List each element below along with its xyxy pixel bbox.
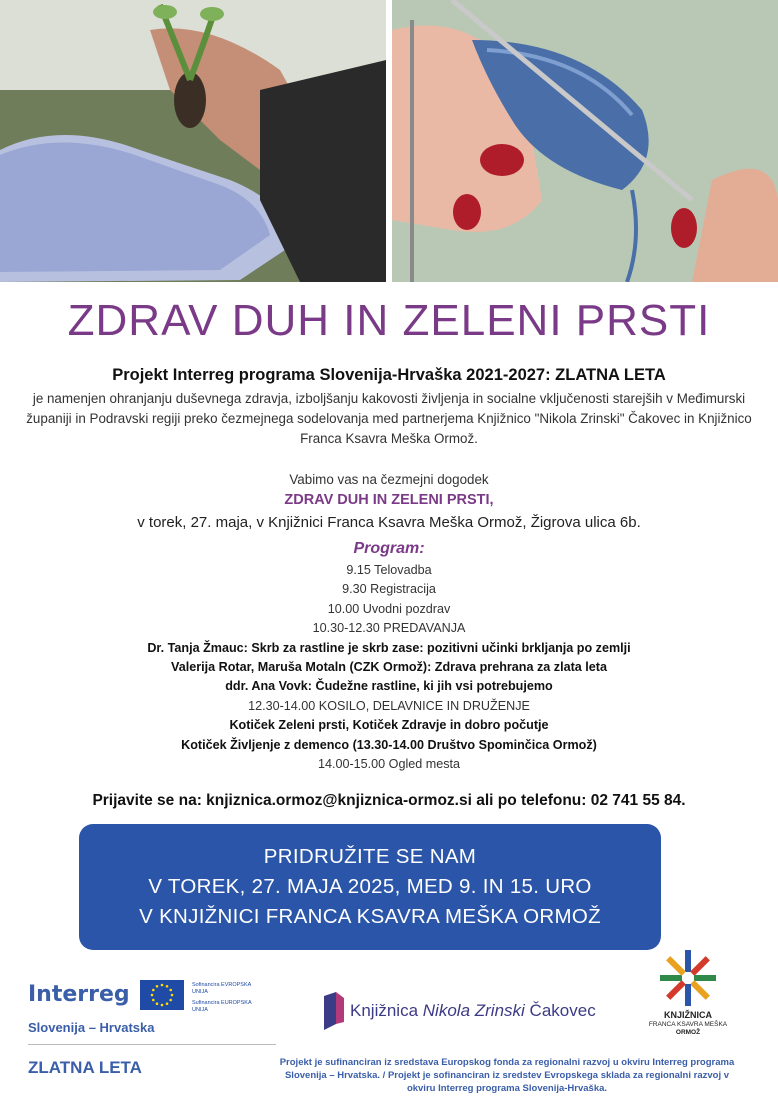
- invite-text: Vabimo vas na čezmejni dogodek: [289, 472, 489, 487]
- seedling-photo: [0, 0, 386, 282]
- program-heading: Program:: [353, 540, 425, 557]
- join-us-banner: [79, 824, 661, 950]
- knjiznica-cakovec-logo: [322, 992, 596, 1032]
- program-item: 10.00 Uvodni pozdrav: [327, 601, 451, 616]
- page-title: ZDRAV DUH IN ZELENI PRSTI: [67, 296, 711, 345]
- program-item: Dr. Tanja Žmauc: Skrb za rastline je skrb zase: pozitivni učinki brkljanja po zemlji: [147, 640, 631, 655]
- program-item: Kotiček Zeleni prsti, Kotiček Zdravje in dobro počutje: [229, 718, 549, 733]
- project-description: je namenjen ohranjanju duševnega zdravja, izboljšanju kakovosti življenja in socialne vključenosti starejših v Međimurski županiji in Podravski regiji preko čezmejnega sodelovanja med partnerjema Knjižnico "Nikola Zrinski" Čakovec in Knjižnico Franca Ksavra Meška Ormož.: [26, 391, 752, 446]
- program-item: 14.00-15.00 Ogled mesta: [317, 757, 461, 772]
- divider: [28, 1044, 276, 1045]
- program-item: 12.30-14.00 KOSILO, DELAVNICE IN DRUŽENJE: [248, 698, 530, 713]
- program-item: Valerija Rotar, Maruša Motaln (CZK Ormož): Zdrava prehrana za zlata leta: [170, 660, 607, 675]
- star-emblem-icon: [658, 948, 718, 1008]
- eu-text-hr: Sufinancira EUROPSKA UNIJA: [192, 1000, 252, 1013]
- project-line: Projekt Interreg programa Slovenija-Hrvaška 2021-2027: ZLATNA LETA: [112, 366, 666, 384]
- interreg-region: Slovenija – Hrvatska: [28, 1020, 155, 1035]
- kc-prefix: Knjižnica: [350, 1001, 419, 1020]
- kc-name: Nikola Zrinski: [422, 1001, 525, 1020]
- program-item: ddr. Ana Vovk: Čudežne rastline, ki jih vsi potrebujemo: [225, 679, 553, 694]
- program-item: 10.30-12.30 PREDAVANJA: [312, 621, 466, 636]
- interreg-wordmark: Interreg: [28, 982, 130, 1007]
- knitting-photo: [392, 0, 778, 282]
- ormoz-library-name: KNJIŽNICA: [663, 1010, 712, 1020]
- eu-text-sl: Sofinancira EVROPSKA UNIJA: [192, 982, 252, 995]
- banner-line-3: V KNJIŽNICI FRANCA KSAVRA MEŠKA ORMOŽ: [139, 905, 601, 928]
- book-icon: [322, 992, 346, 1032]
- program-list: [0, 561, 778, 774]
- banner-line-1: PRIDRUŽITE SE NAM: [263, 845, 477, 868]
- eu-flag-icon: [140, 980, 184, 1010]
- ormoz-sub-line2: ORMOŽ: [675, 1029, 701, 1036]
- knjiznica-ormoz-logo: [636, 948, 740, 1048]
- zlata-leta-label: ZLATNA LETA: [28, 1058, 142, 1077]
- eu-cofinancing-label: [192, 982, 262, 1014]
- ormoz-sub-line1: FRANCA KSAVRA MEŠKA: [648, 1021, 728, 1028]
- funding-note: Projekt je sufinanciran iz sredstava Europskog fonda za regionalni razvoj u okviru Interreg programa Slovenija – Hrvatska. / Projekt je sofinanciran iz sredstev Evropskega sklada za regionalni razvoj v okviru Interreg programa Slovenija-Hrvaška.: [279, 1057, 735, 1094]
- ormoz-library-sub: [636, 1021, 740, 1037]
- event-name: ZDRAV DUH IN ZELENI PRSTI,: [284, 492, 494, 508]
- program-item: 9.15 Telovadba: [346, 563, 432, 577]
- signup-contact[interactable]: Prijavite se na: knjiznica.ormoz@knjiznica-ormoz.si ali po telefonu: 02 741 55 84.: [92, 792, 686, 809]
- cakovec-library-name: [350, 1001, 596, 1021]
- header-photos: [0, 0, 778, 282]
- program-item: 9.30 Registracija: [342, 582, 436, 597]
- kc-city: Čakovec: [529, 1001, 596, 1020]
- program-item: Kotiček Življenje z demenco (13.30-14.00 Društvo Spominčica Ormož): [181, 737, 597, 752]
- event-date-location: v torek, 27. maja, v Knjižnici Franca Ksavra Meška Ormož, Žigrova ulica 6b.: [137, 514, 641, 531]
- banner-line-2: V TOREK, 27. MAJA 2025, MED 9. IN 15. URO: [148, 875, 592, 898]
